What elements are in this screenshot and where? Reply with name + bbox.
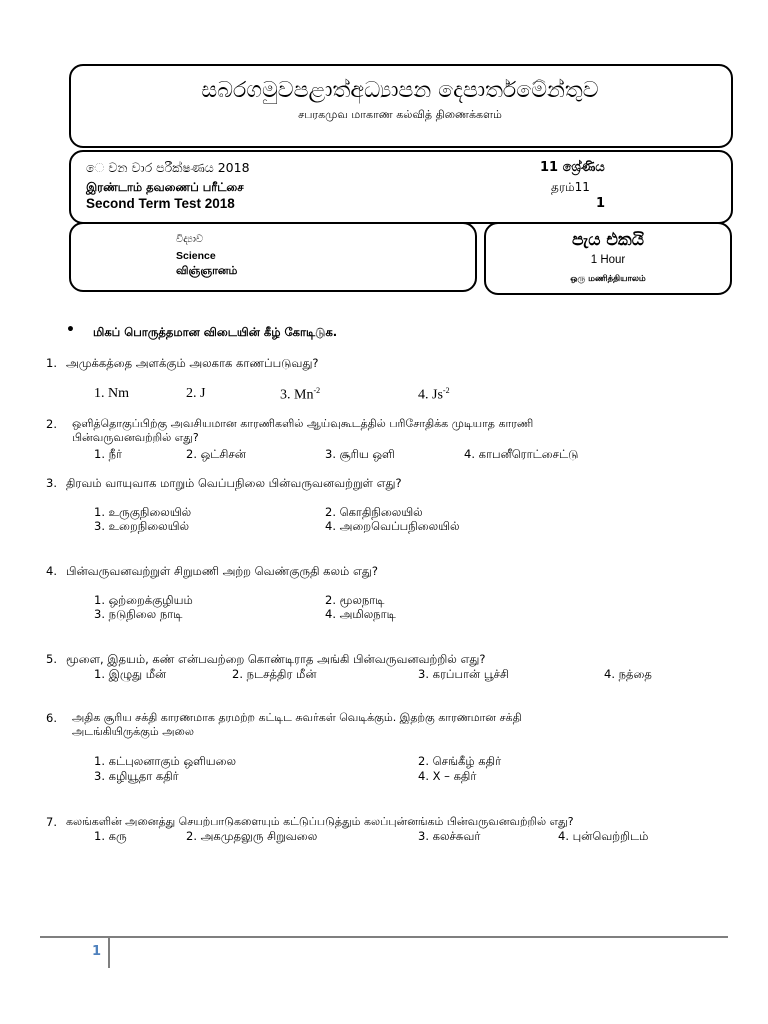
question-number: 5. <box>46 652 57 666</box>
option: 1. Nm <box>94 386 129 401</box>
subject-sinhala: විද්‍යාව <box>176 234 204 245</box>
question-number: 4. <box>46 564 57 578</box>
footer-separator <box>108 936 110 968</box>
option: 4. X – கதிர் <box>418 769 477 783</box>
subject-box <box>69 222 477 292</box>
option: 1. உருகுநிலையில் <box>94 505 192 519</box>
option: 3. கழியூதா கதிர் <box>94 769 179 783</box>
option: 4. அறைவெப்பநிலையில் <box>325 519 460 533</box>
instruction-text: மிகப் பொருத்தமான விடையின் கீழ் கோடிடுக. <box>93 325 338 339</box>
option: 2. கொதிநிலையில் <box>325 505 423 519</box>
option: 3. சூரிய ஒளி <box>325 447 395 461</box>
option: 4. காபனீரொட்சைட்டு <box>464 447 579 461</box>
option: 2. செங்கீழ் கதிர் <box>418 754 502 768</box>
option: 3. கரப்பான் பூச்சி <box>418 667 509 681</box>
footer-divider <box>40 936 728 938</box>
question-number: 6. <box>46 711 57 725</box>
option: 1. ஒற்றைக்குழியம் <box>94 593 193 607</box>
question-text: மூளை, இதயம், கண் என்பவற்றை கொண்டிராத அங்கி பின்வருவனவற்றில் எது? <box>66 652 486 666</box>
subject-english: Science <box>176 250 216 262</box>
term-english: Second Term Test 2018 <box>86 196 235 211</box>
subject-tamil: விஞ்ஞானம் <box>176 264 238 277</box>
question-number: 3. <box>46 476 57 490</box>
grade-sinhala: 11 ශ්‍රේණිය <box>540 160 605 175</box>
option: 2. J <box>186 386 206 401</box>
paper-number: 1 <box>596 196 606 211</box>
header-box <box>69 64 733 148</box>
option: 4. நத்தை <box>604 667 652 681</box>
question-text: ஒளித்தொகுப்பிற்கு அவசியமான காரணிகளில் ஆய்வுகூடத்தில் பரிசோதிக்க முடியாத காரணி <box>72 417 534 430</box>
option: 2. நடசத்திர மீன் <box>232 667 317 681</box>
option: 2. அகமுதலுரு சிறுவலை <box>186 829 318 843</box>
option: 3. கலச்சுவர் <box>418 829 481 843</box>
question-text: அமுக்கத்தை அளக்கும் அலகாக காணப்படுவது? <box>66 356 319 370</box>
option: 3. $Mn^{-2}$ <box>280 386 321 403</box>
option: 1. கரு <box>94 829 127 843</box>
term-sinhala: ෙ වන වාර පරීක්ෂණය 2018 <box>86 160 250 175</box>
duration-sinhala: පැය එකයි <box>572 230 644 250</box>
option: 4. அமிலநாடி <box>325 607 396 621</box>
option: 3. நடுநிலை நாடி <box>94 607 183 621</box>
option: 2. மூலநாடி <box>325 593 385 607</box>
duration-english: 1 Hour <box>590 254 626 266</box>
option: 1. கட்புலனாகும் ஒளியலை <box>94 754 237 768</box>
instruction-bullet: • <box>66 322 75 338</box>
department-title-tamil: சபரகமுவ மாகாண கல்வித் திணைக்களம் <box>298 108 502 121</box>
duration-tamil: ஒரு மணித்தியாலம் <box>570 274 646 284</box>
page-number: 1 <box>92 944 102 959</box>
option: 4. புன்வெற்றிடம் <box>558 829 649 843</box>
term-tamil: இரண்டாம் தவணைப் பரீட்சை <box>86 180 244 194</box>
question-text: பின்வருவனவற்றுள் சிறுமணி அற்ற வெண்குருதி கலம் எது? <box>66 564 379 578</box>
question-number: 2. <box>46 417 57 431</box>
option: 2. ஒட்சிசன் <box>186 447 246 461</box>
department-title-sinhala: සබරගමුවපළාත්අධ්‍යාපන දෙපාර්තමේන්තුව <box>201 78 599 103</box>
question-number: 7. <box>46 815 57 829</box>
option: 1. நீர் <box>94 447 123 461</box>
grade-tamil: தரம்11 <box>551 180 590 194</box>
option: 1. இழுது மீன் <box>94 667 167 681</box>
option: 3. உறைநிலையில் <box>94 519 190 533</box>
option: 4. $Js^{-2}$ <box>418 386 450 403</box>
question-text: கலங்களின் அனைத்து செயற்பாடுகளையும் கட்டுப்படுத்தும் கலப்புன்னங்கம் பின்வருவனவற்றில் எது? <box>66 815 574 828</box>
question-number: 1. <box>46 356 57 370</box>
question-text: அடங்கியிருக்கும் அலை <box>72 725 194 738</box>
question-text: பின்வருவனவற்றில் எது? <box>72 431 199 444</box>
question-text: திரவம் வாயுவாக மாறும் வெப்பநிலை பின்வருவனவற்றுள் எது? <box>66 476 402 490</box>
question-text: அதிக சூரிய சக்தி காரணமாக தரமற்ற கட்டிட சுவர்கள் வெடிக்கும். இதற்கு காரணமான சக்தி <box>72 711 522 724</box>
